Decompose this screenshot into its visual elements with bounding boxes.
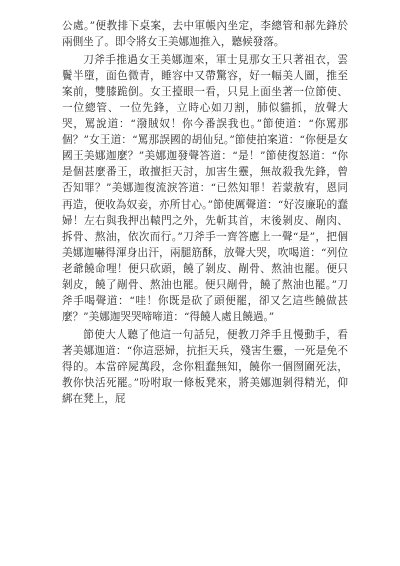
document-body	[62, 18, 348, 409]
paragraph-2: 刀斧手推過女王美娜迦來，軍士見那女王只著祖衣，雲鬢半墮，面色微青，睡容中又帶驚容，好一幅美人圖，推至案前，雙膝跪倒。女王擡眼一看，只見上面坐著一位節使、一位總管、一位先鋒，立時心如刀割，肺似貓抓，放聲大哭，罵說道：“潑賊奴！你今番誤我也。”節使道：“你罵那個？”女王道：“罵那誤國的胡仙兒。”節使拍案道：“你便是女國王美娜迦麼？”美娜迦發聲答道：“是！”節使復怒道：“你是個甚麼番王，敢擅拒天討，加害生靈，無故殺我先鋒，曾否知罪？”美娜迦復流淚答道：“已然知罪！若蒙赦宥，恩同再造，便收為奴妾，亦所甘心。”節使厲聲道：“好沒廉恥的蠢婦！左右與我押出轅門之外，先斬其首，末後剝皮、剮肉、拆骨、熬油，依次而行。”刀斧手一齊答應上一聲“是”，把個美娜迦嚇得渾身出汗，兩腿筋酥，放聲大哭，吹喝道：“列位老爺饒命哩！便只砍頭，饒了剝皮、剮骨、熬油也罷。便只剝皮，饒了剮骨、熬油也罷。便只剮骨，饒了熬油也罷。”刀斧手喝聲道：“哇！你既是砍了頭便罷，卻又乞這些饒做甚麼？”美娜迦哭哭啼啼道：“得饒人處且饒過。”	[62, 53, 348, 324]
paragraph-3: 節使大人聽了他這一句話兒，便教刀斧手且慢動手，看著美娜迦道：“你這惡婦，抗拒天兵，殘害生靈，一死是免不得的。本當碎屍萬段，念你粗蠢無知，饒你一個囫圇死法，教你快活死罷。”吩咐取一條板凳來，將美娜迦剝得精光，仰綁在凳上，屁	[62, 328, 348, 406]
paragraph-1: 公處。”便教排下桌案，去中軍帳內坐定，李總管和郝先鋒於兩側坐了。即令將女王美娜迦推入，聽候發落。	[62, 20, 348, 49]
